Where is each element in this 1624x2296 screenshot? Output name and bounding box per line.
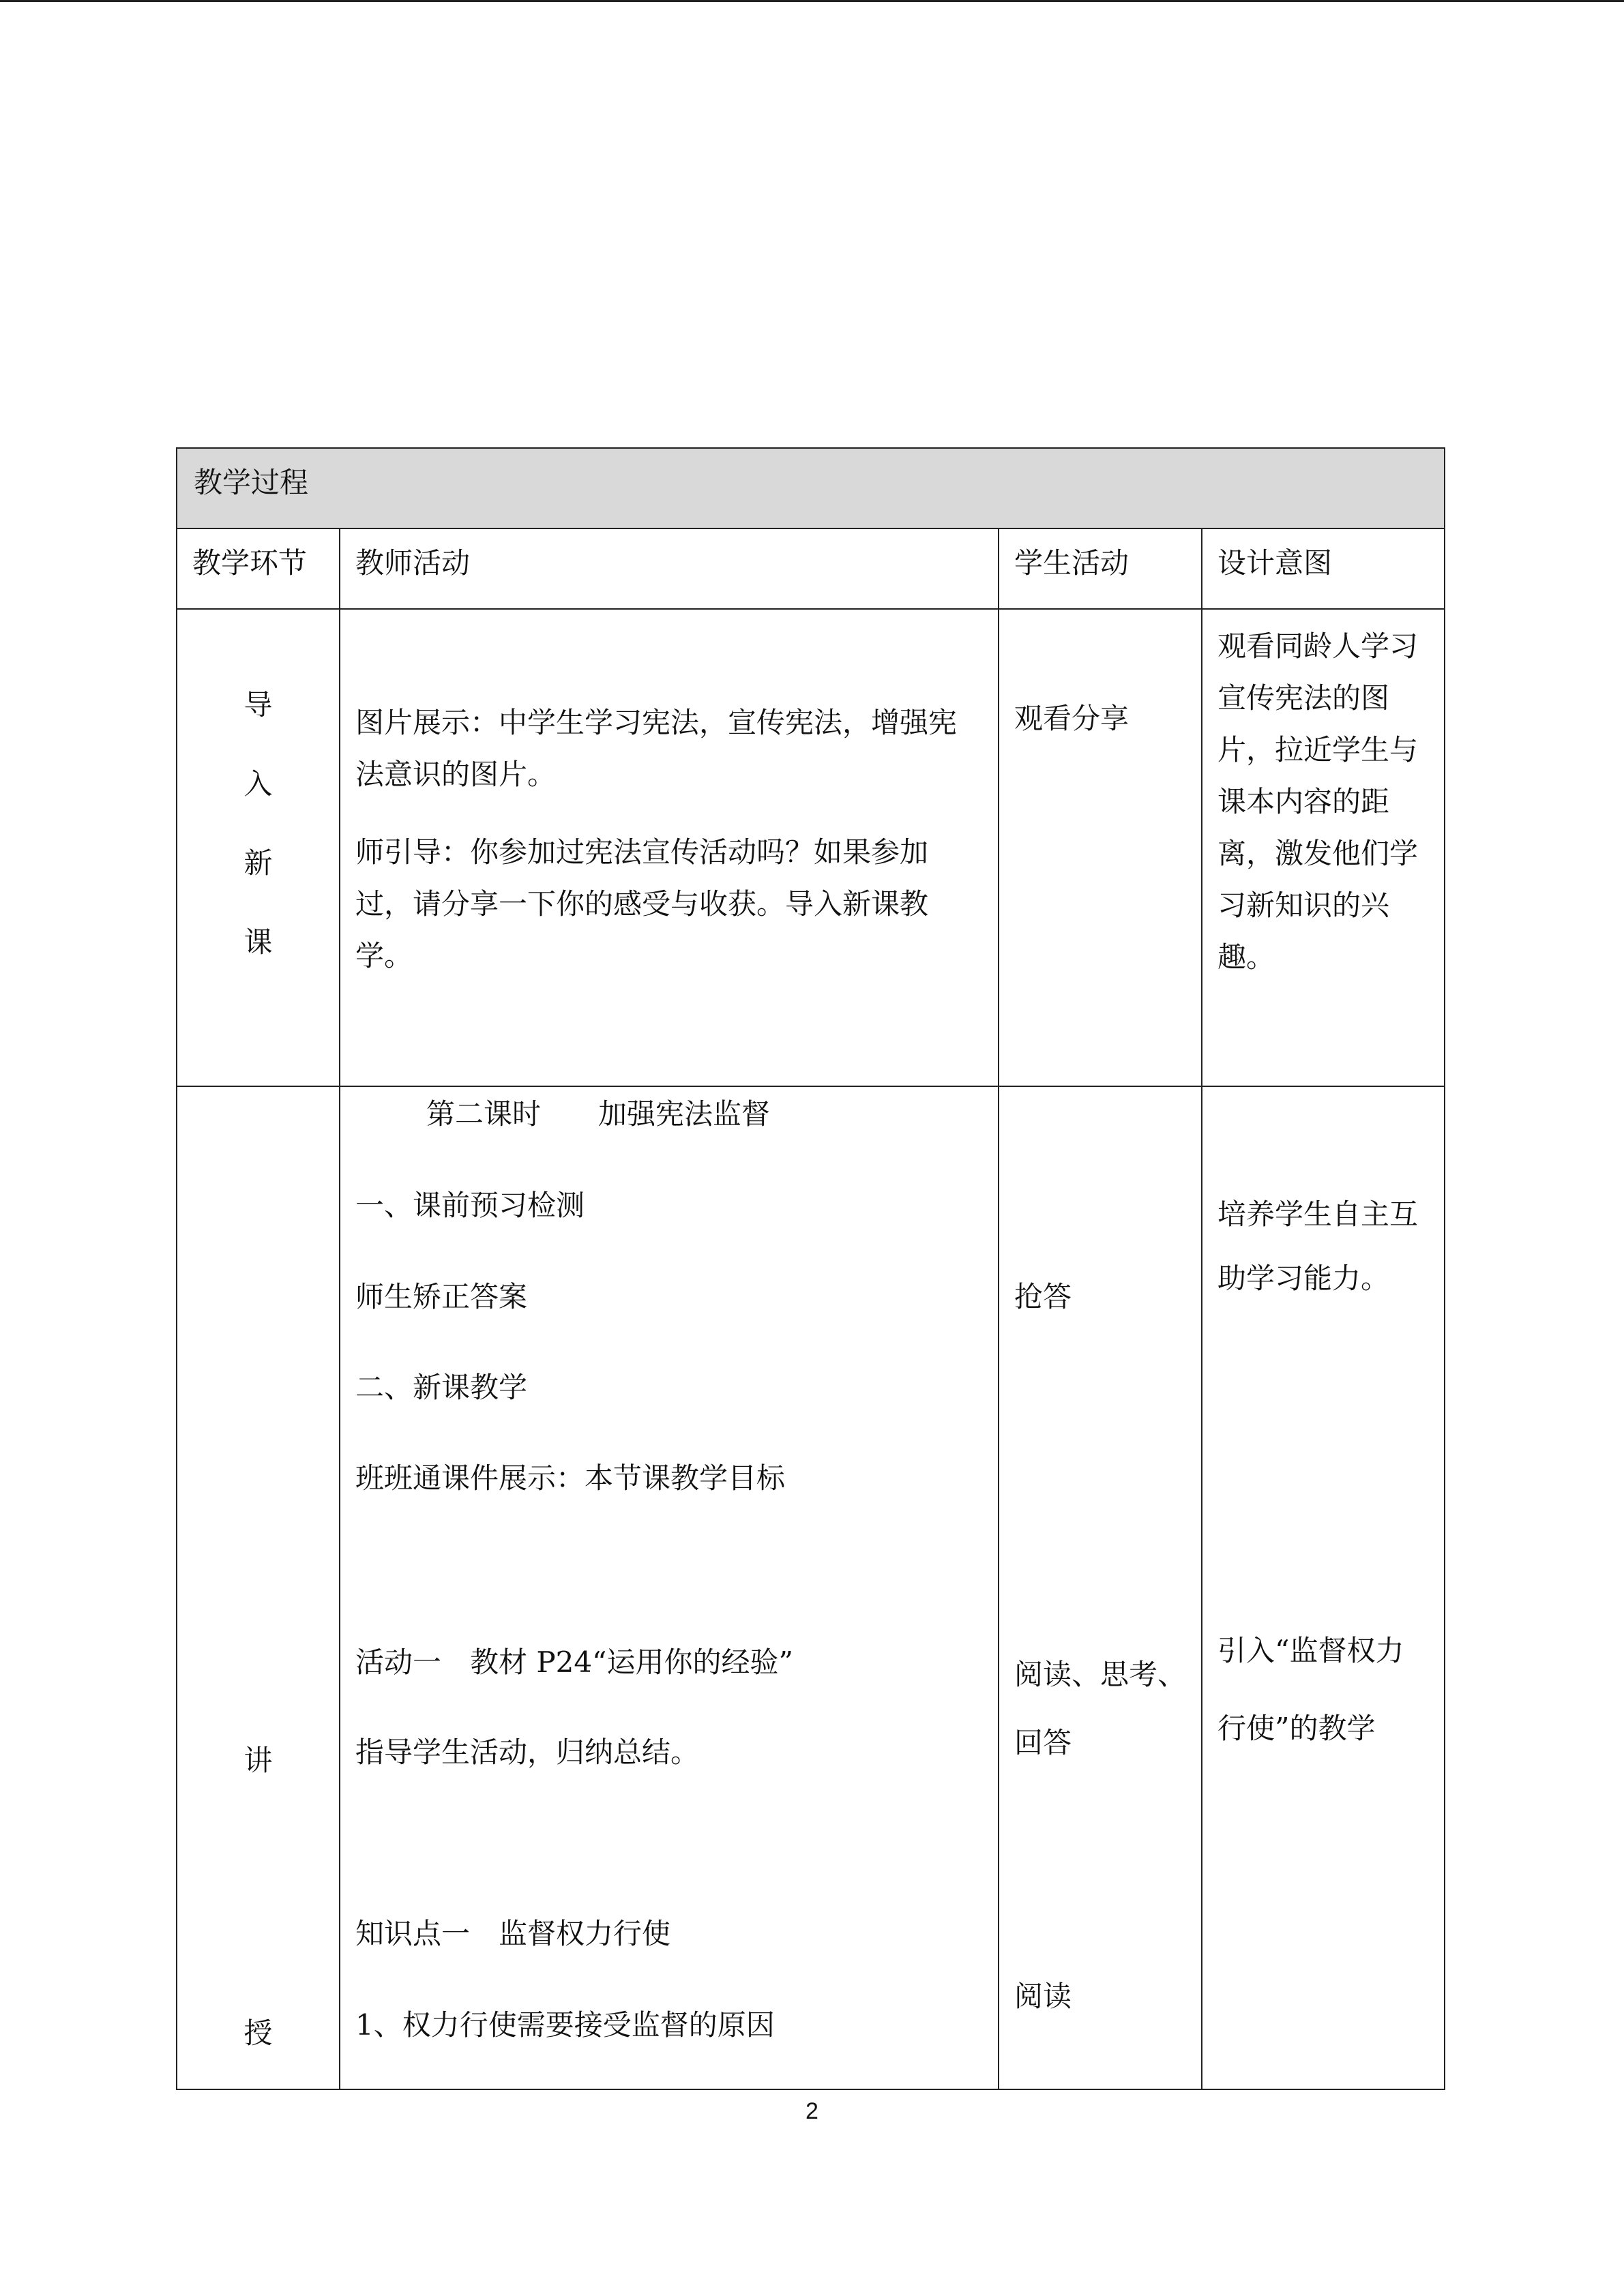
- teacher-text: 二、新课教学: [355, 1371, 528, 1404]
- header-design-intent: 设计意图: [1202, 528, 1445, 609]
- stage-cell-intro: [177, 609, 340, 1086]
- table-row-intro: [177, 609, 1445, 1086]
- teacher-text: 班班通课件展示：本节课教学目标: [355, 1461, 786, 1495]
- teacher-text: 一、课前预习检测: [355, 1189, 585, 1222]
- page-number: 2: [806, 2098, 818, 2124]
- student-text: 阅读、思考、回答: [1014, 1658, 1187, 1759]
- table-row-teaching: [177, 1086, 1445, 2089]
- teacher-text: 知识点一 监督权力行使: [355, 1917, 671, 1950]
- table-header-row: [177, 528, 1445, 609]
- table-title-row: [177, 448, 1445, 528]
- top-border-line: [0, 0, 1624, 2]
- header-stage: 教学环节: [177, 528, 340, 609]
- teacher-text: 师引导：你参加过宪法宣传活动吗？如果参加过，请分享一下你的感受与收获。导入新课教学。: [355, 835, 929, 972]
- design-cell-intro: [1202, 609, 1445, 1086]
- stage-char: 讲: [243, 1744, 273, 1777]
- stage-char: 课: [243, 925, 273, 959]
- stage-char: 导: [243, 688, 273, 721]
- teaching-process-table: [176, 447, 1445, 2090]
- design-text: 培养学生自主互助学习能力。: [1217, 1197, 1419, 1295]
- stage-cell-teaching: [177, 1086, 340, 2089]
- teacher-text: 1、权力行使需要接受监督的原因: [355, 2008, 775, 2042]
- header-teacher-activity: 教师活动: [340, 528, 999, 609]
- student-cell-teaching: [999, 1086, 1202, 2089]
- stage-char: 新: [243, 846, 273, 880]
- teacher-cell-teaching: [340, 1086, 999, 2089]
- student-cell-intro: [999, 609, 1202, 1086]
- teacher-text: 活动一 教材 P24“运用你的经验”: [355, 1645, 793, 1679]
- design-text: 引入“监督权力行使”的教学: [1217, 1634, 1404, 1745]
- student-text: 抢答: [1014, 1280, 1072, 1313]
- stage-char: 入: [243, 767, 273, 801]
- teacher-text: 指导学生活动，归纳总结。: [355, 1735, 700, 1769]
- section-title: 教学过程: [177, 448, 1445, 528]
- teacher-text: 图片展示：中学生学习宪法，宣传宪法，增强宪法意识的图片。: [355, 706, 958, 791]
- stage-char: 授: [243, 2016, 273, 2050]
- header-student-activity: 学生活动: [999, 528, 1202, 609]
- student-text: 阅读: [1014, 1980, 1072, 2013]
- design-cell-teaching: [1202, 1086, 1445, 2089]
- teacher-cell-intro: [340, 609, 999, 1086]
- lesson-title: 第二课时 加强宪法监督: [426, 1097, 771, 1131]
- student-text: 观看分享: [1014, 702, 1130, 735]
- design-text: 观看同龄人学习宣传宪法的图片，拉近学生与课本内容的距离，激发他们学习新知识的兴趣。: [1217, 629, 1419, 974]
- teacher-text: 师生矫正答案: [355, 1280, 528, 1313]
